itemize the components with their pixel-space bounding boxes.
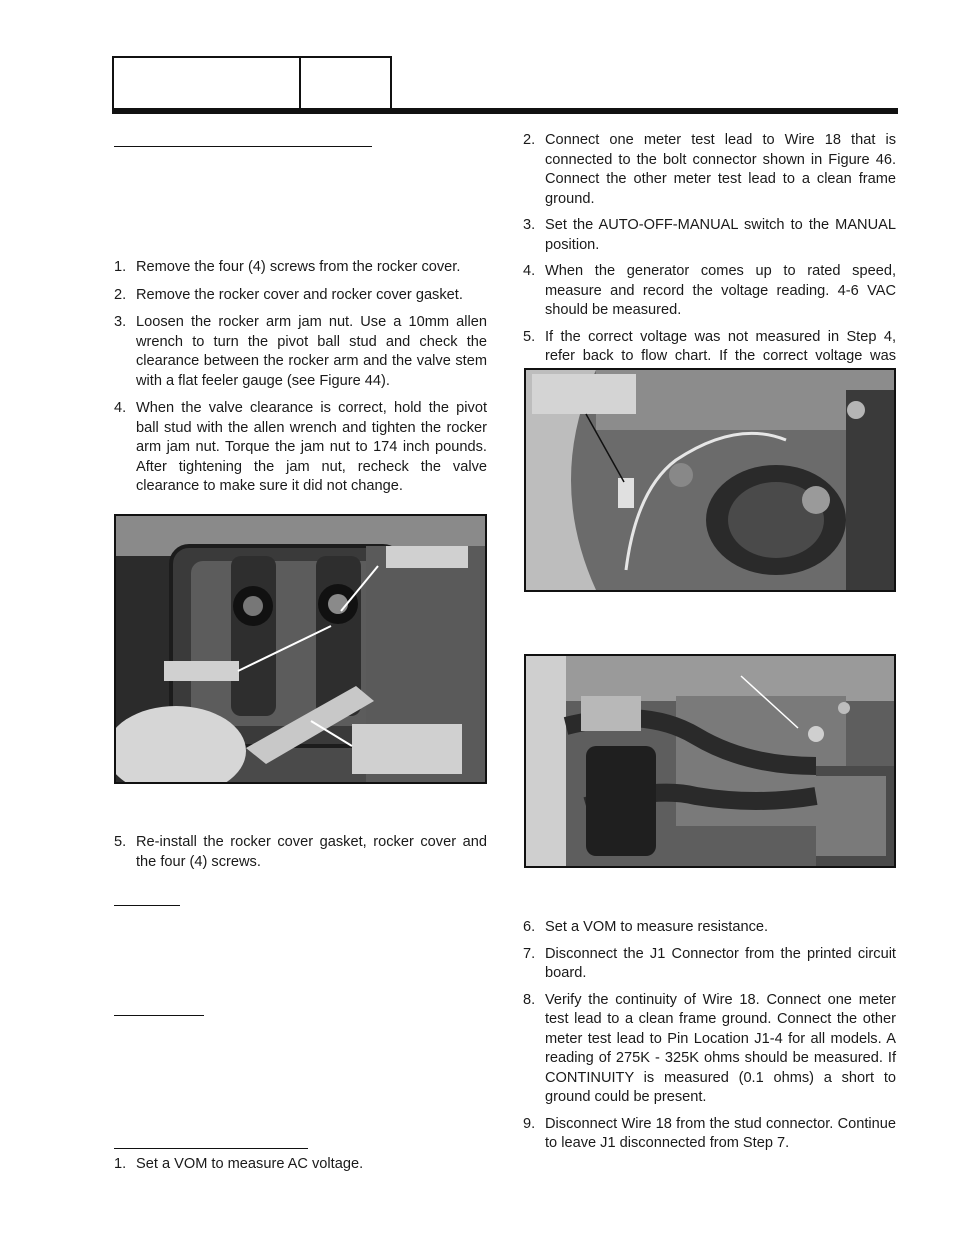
- step-number: 6.: [523, 919, 536, 935]
- step-item: [114, 1155, 487, 1175]
- step-item: [523, 945, 896, 984]
- step-number: 8.: [523, 991, 536, 1008]
- step-item: [523, 918, 896, 938]
- step-text: Remove the four (4) screws from the rocker cover.: [136, 259, 461, 275]
- step-number: 7.: [523, 945, 536, 962]
- left-steps-a: [114, 258, 487, 497]
- step-text: Set the AUTO-OFF-MANUAL switch to the MANUAL position.: [545, 217, 896, 253]
- header-rule: [112, 108, 898, 114]
- step-number: 2.: [114, 286, 127, 303]
- step-text: Loosen the rocker arm jam nut. Use a 10mm allen wrench to turn the pivot ball stud and check the clearance between the rocker arm and the valve stem with a flat feeler gauge (see Figure 44).: [136, 314, 487, 389]
- step-item: [523, 991, 896, 1108]
- step-item: [114, 313, 487, 391]
- left-steps-c: [114, 1155, 487, 1175]
- subheading-rule-1: [114, 905, 180, 906]
- subheading-rule-2: [114, 1015, 204, 1016]
- step-text: When the generator comes up to rated speed, measure and record the voltage reading. 4-6 VAC should be measured.: [545, 263, 896, 318]
- step-number: 1.: [114, 259, 127, 275]
- step-text: Connect one meter test lead to Wire 18 that is connected to the bolt connector shown in Figure 46. Connect the other meter test lead to a clean frame ground.: [545, 132, 896, 207]
- step-text: Set a VOM to measure AC voltage.: [136, 1156, 364, 1172]
- step-text: Disconnect the J1 Connector from the printed circuit board.: [545, 945, 896, 981]
- step-number: 5.: [114, 834, 127, 850]
- left-steps-b: [114, 833, 487, 872]
- step-text: Set a VOM to measure resistance.: [545, 919, 769, 935]
- header-title-box: [112, 56, 301, 111]
- step-item: [523, 1115, 896, 1154]
- header-section-box: [299, 56, 392, 111]
- step-item: [523, 131, 896, 209]
- step-item: [114, 833, 487, 872]
- step-number: 4.: [523, 263, 536, 279]
- step-item: [523, 216, 896, 255]
- step-number: 9.: [523, 1115, 536, 1132]
- step-text: Disconnect Wire 18 from the stud connector. Continue to leave J1 disconnected from Step 7.: [545, 1115, 896, 1151]
- step-item: [523, 262, 896, 321]
- step-text: Re-install the rocker cover gasket, rocker cover and the four (4) screws.: [136, 834, 487, 870]
- step-number: 3.: [523, 217, 536, 233]
- rocker-arm-photo: [114, 514, 487, 784]
- step-number: 2.: [523, 132, 536, 148]
- step-item: [114, 286, 487, 306]
- step-number: 5.: [523, 328, 536, 345]
- step-text: Verify the continuity of Wire 18. Connect one meter test lead to a clean frame ground. Connect the other meter test lead to Pin Location J1-4 for all models. A reading of 275K - 325K ohms should be measured. If CONTINUITY is measured (0.1 ohms) a short to ground could be present.: [545, 991, 896, 1105]
- step-number: 3.: [114, 314, 127, 330]
- step-text: When the valve clearance is correct, hold the pivot ball stud with the allen wrench and tighten the rocker arm jam nut. Torque the jam nut to 174 inch pounds. After tightening the jam nut, recheck the valve clearance to make sure it did not change.: [136, 400, 487, 494]
- right-steps-b: [523, 918, 896, 1154]
- step-text: If the correct voltage was not measured in Step 4, refer back to flow chart. If the correct voltage was: [545, 328, 896, 364]
- footnote-rule: [114, 1148, 308, 1149]
- section-heading-rule: [114, 146, 372, 147]
- wire18-stud-photo: [524, 654, 896, 868]
- wire18-bolt-photo: [524, 368, 896, 592]
- right-steps-a: [523, 131, 896, 386]
- step-number: 4.: [114, 400, 127, 416]
- step-text: Remove the rocker cover and rocker cover gasket.: [136, 286, 463, 303]
- step-item: [114, 258, 487, 278]
- step-item: [114, 399, 487, 497]
- step-number: 1.: [114, 1156, 127, 1172]
